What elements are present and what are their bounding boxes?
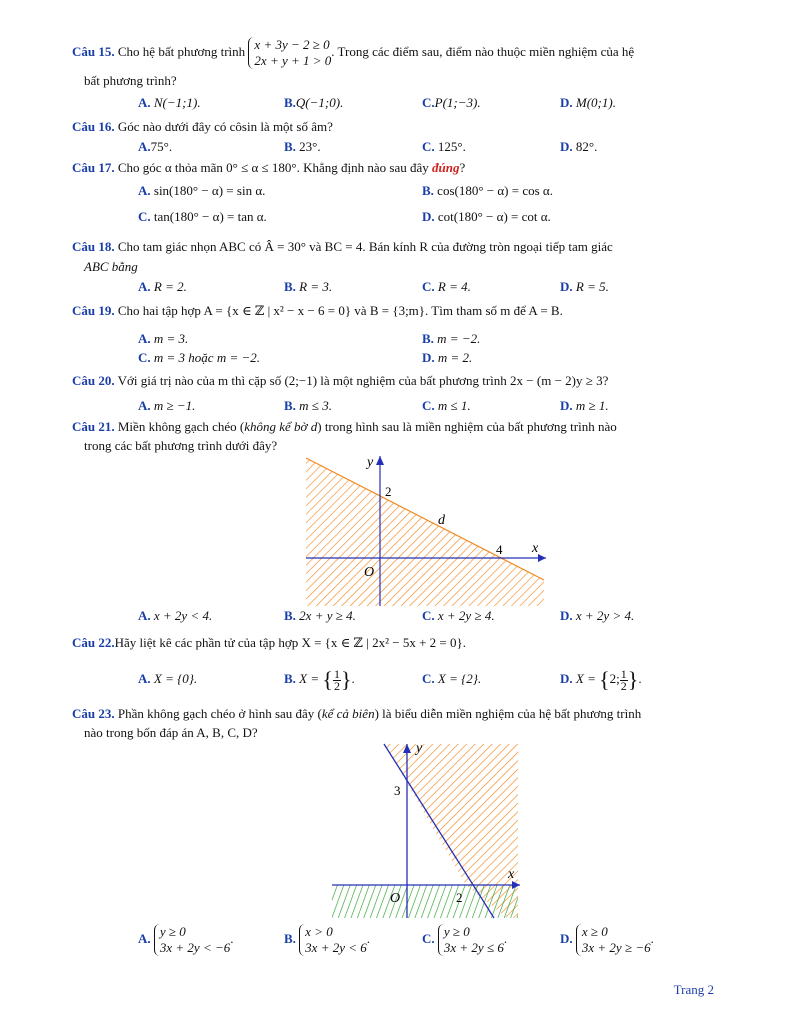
q18-number: Câu 18. [72,239,115,254]
q22-option-a[interactable] [138,671,197,687]
option-end: . [230,930,234,946]
q23-line1 [72,706,641,722]
option-end: . [503,930,508,946]
q15-line1 [72,37,634,69]
system-eq1: x ≥ 0 [581,924,608,939]
q20-option-b[interactable] [284,398,332,414]
option-system [438,924,504,956]
q15-lead: Cho hệ bất phương trình [117,43,246,59]
system-eq2: 3x + 2y ≥ −6 [581,940,651,955]
q20-option-c[interactable] [422,398,471,414]
option-text: m ≥ 1. [575,398,609,413]
q21-number: Câu 21. [72,419,115,434]
q21-option-b[interactable] [284,608,356,624]
q15-line2: bất phương trình? [84,73,177,88]
q19-number: Câu 19. [72,303,115,318]
fraction-numerator: 1 [333,666,340,681]
option-label: C. [422,930,435,946]
option-text: R = 4. [437,279,471,294]
q22-text: Hãy liệt kê các phần tử của tập hợp X = {x ∈ ℤ | 2x² − 5x + 2 = 0}. [114,635,466,650]
q15-system-eq2: 2x + y + 1 > 0 [254,53,332,68]
right-brace: } [627,667,639,693]
q17-option-b[interactable] [422,183,553,199]
option-label: C. [422,398,435,413]
q19-option-d[interactable] [422,350,472,366]
option-text: 23°. [299,139,321,154]
q15-tail: . Trong các điểm sau, điểm nào thuộc miền nghiệm của hệ [331,43,635,59]
q18-option-a[interactable] [138,279,187,295]
q23-y-label: y [416,741,423,756]
q23-y-tick-label: 3 [394,783,401,798]
q16-line1 [72,119,333,135]
q21-italic: không kể bờ d [244,419,318,434]
option-label: D. [560,930,573,946]
option-text: tan(180° − α) = tan α. [153,209,267,224]
option-text: M(0;1). [575,95,616,110]
q15-system [248,37,331,69]
option-label: D. [560,398,573,413]
q23-graph [326,740,526,920]
q23-italic: kể cả biên [321,706,375,721]
q21-lead: Miền không gạch chéo ( [117,419,245,434]
fraction [620,666,628,693]
option-label: B. [284,398,296,413]
system-eq2: 3x + 2y < 6 [305,940,367,955]
option-label: C. [422,279,435,294]
q15-option-d[interactable] [560,95,616,111]
option-text: m = 3. [153,331,189,346]
option-text: x + 2y ≥ 4. [437,608,495,623]
q21-y-label: y [367,455,374,470]
q23-green-hatched-region [332,885,518,918]
q22-number: Câu 22. [72,635,115,650]
q21-tail: ) trong hình sau là miền nghiệm của bất phương trình nào [317,419,617,434]
left-brace: { [322,667,333,693]
q23-origin-label: O [390,891,401,906]
q17-line1 [72,160,465,176]
q21-option-a[interactable] [138,608,212,624]
option-label: D. [422,350,435,365]
option-end: . [351,671,355,686]
q18-line2: ABC bằng [84,259,138,274]
q18-option-b[interactable] [284,279,332,295]
q16-number: Câu 16. [72,119,115,134]
page-number: Trang 2 [673,982,714,997]
q19-text: Cho hai tập hợp A = {x ∈ ℤ | x² − x − 6 = 0} và B = {3;m}. Tìm tham số m để A = B. [117,303,563,318]
q20-option-d[interactable] [560,398,609,414]
option-label: C. [422,671,435,686]
option-text: m ≤ 1. [437,398,471,413]
option-text: X = {0}. [153,671,198,686]
q22-option-d[interactable] [560,662,642,697]
q23-option-c[interactable] [422,924,507,956]
q21-hatched-region [306,458,544,606]
q21-x-tick-label: 4 [496,542,503,557]
q19-line1 [72,303,563,319]
q22-line1 [72,635,466,651]
q23-lead: Phần không gạch chéo ở hình sau đây ( [117,706,322,721]
q17-emphasis: đúng [432,160,460,175]
q21-y-arrow [376,456,384,465]
option-label: A. [138,183,151,198]
q18-option-c[interactable] [422,279,471,295]
option-label: D. [560,139,573,154]
option-label: B. [284,279,296,294]
q17-option-d[interactable] [422,209,551,225]
q23-option-d[interactable] [560,924,654,956]
option-label: D. [560,95,573,110]
q15-option-c[interactable] [422,95,481,111]
q17-option-a[interactable] [138,183,265,199]
option-system [576,924,651,956]
option-text: R = 2. [153,279,187,294]
system-eq1: y ≥ 0 [443,924,470,939]
option-label: C. [422,95,435,110]
system-eq1: x > 0 [305,924,333,939]
system-eq1: y ≥ 0 [159,924,186,939]
option-text: x + 2y > 4. [575,608,635,623]
option-text: X = {2}. [437,671,482,686]
q15-number: Câu 15. [72,43,115,59]
set-first-element: 2; [609,671,620,686]
q20-option-a[interactable] [138,398,195,414]
q23-tail: ) là biểu diễn miền nghiệm của hệ bất phương trình [374,706,642,721]
option-label: D. [560,279,573,294]
option-text: 75°. [150,139,173,154]
option-label: A. [138,671,151,686]
option-label: D. [560,608,573,623]
q21-line2: trong các bất phương trình dưới đây? [84,438,278,453]
q20-line1 [72,373,608,389]
option-system [154,924,230,956]
left-brace: { [599,667,610,693]
option-end: . [650,930,654,946]
q19-option-c[interactable] [138,350,260,366]
q23-option-b[interactable] [284,924,370,956]
q21-graph [300,452,550,608]
fraction-denominator: 2 [620,678,627,693]
option-label: A. [138,95,151,110]
q16-option-b[interactable] [284,139,321,155]
fraction-numerator: 1 [620,666,627,681]
q19-option-b[interactable] [422,331,480,347]
option-label: B. [284,671,296,686]
q22-option-c[interactable] [422,671,481,687]
q17-option-c[interactable] [138,209,267,225]
option-label: A. [138,398,151,413]
option-label: A. [138,930,151,946]
q23-line2: nào trong bốn đáp án A, B, C, D? [84,725,258,740]
option-label: B. [284,608,296,623]
option-text: m = 2. [437,350,473,365]
option-label: C. [138,209,151,224]
q23-number: Câu 23. [72,706,115,721]
system-eq2: 3x + 2y < −6 [159,940,231,955]
q15-system-eq1: x + 3y − 2 ≥ 0 [254,37,330,52]
option-label: C. [422,139,435,154]
fraction-denominator: 2 [333,678,340,693]
option-label: C. [138,350,151,365]
system-eq2: 3x + 2y ≤ 6 [443,940,504,955]
option-text: m ≤ 3. [299,398,332,413]
q21-option-c[interactable] [422,608,495,624]
q20-text: Với giá trị nào của m thì cặp số (2;−1) là một nghiệm của bất phương trình 2x − (m − 2)y ≥ 3? [117,373,609,388]
option-end: . [638,671,642,686]
option-label: D. [422,209,435,224]
option-label: A. [138,608,151,623]
option-prefix: X = [575,671,596,686]
q16-option-c[interactable] [422,139,466,155]
q21-option-d[interactable] [560,608,634,624]
q17-lead: Cho góc α thỏa mãn 0° ≤ α ≤ 180°. Khẳng định nào sau đây [117,160,429,175]
q23-x-label: x [508,867,515,882]
option-text: N(−1;1). [153,95,201,110]
q21-x-label: x [532,541,539,556]
q21-y-tick-label: 2 [385,484,392,499]
right-brace: } [340,667,352,693]
option-label: A. [138,331,151,346]
option-text: m = −2. [437,331,481,346]
option-text: cos(180° − α) = cos α. [437,183,553,198]
option-label: A. [138,279,151,294]
q15-option-b[interactable] [284,95,343,111]
option-label: A. [138,139,151,154]
q23-x-tick-label: 2 [456,890,463,905]
option-label: D. [560,671,573,686]
option-text: m ≥ −1. [153,398,196,413]
q21-x-arrow [538,554,546,562]
option-label: B. [284,139,296,154]
option-text: 82°. [575,139,598,154]
q19-option-a[interactable] [138,331,188,347]
q18-line1 [72,239,613,255]
option-label: B. [422,183,434,198]
q16-option-a[interactable] [138,139,172,155]
option-text: R = 3. [299,279,333,294]
q17-end: ? [459,160,466,175]
option-text: 2x + y ≥ 4. [299,608,356,623]
q21-line-label: d [438,513,445,528]
q16-option-d[interactable] [560,139,597,155]
q21-line1 [72,419,617,435]
q18-text: Cho tam giác nhọn ABC có Â = 30° và BC = 4. Bán kính R của đường tròn ngoại tiếp tam giác [117,239,613,254]
option-system [299,924,367,956]
option-label: B. [422,331,434,346]
q21-origin-label: O [364,565,375,580]
option-label: B. [284,930,296,946]
q20-number: Câu 20. [72,373,115,388]
option-text: cot(180° − α) = cot α. [437,209,551,224]
q18-option-d[interactable] [560,279,609,295]
option-text: P(1;−3). [434,95,481,110]
fraction [333,666,341,693]
option-text: Q(−1;0). [295,95,344,110]
q15-option-a[interactable] [138,95,201,111]
q16-text: Góc nào dưới đây có côsin là một số âm? [117,119,333,134]
option-label: B. [284,95,296,110]
q22-option-b[interactable] [284,662,355,697]
option-text: R = 5. [575,279,609,294]
option-text: x + 2y < 4. [153,608,213,623]
q23-option-a[interactable] [138,924,234,956]
option-label: C. [422,608,435,623]
option-prefix: X = [299,671,320,686]
option-text: m = 3 hoặc m = −2. [153,350,261,365]
option-text: sin(180° − α) = sin α. [153,183,266,198]
q17-number: Câu 17. [72,160,115,175]
option-text: 125°. [437,139,466,154]
option-end: . [366,930,371,946]
